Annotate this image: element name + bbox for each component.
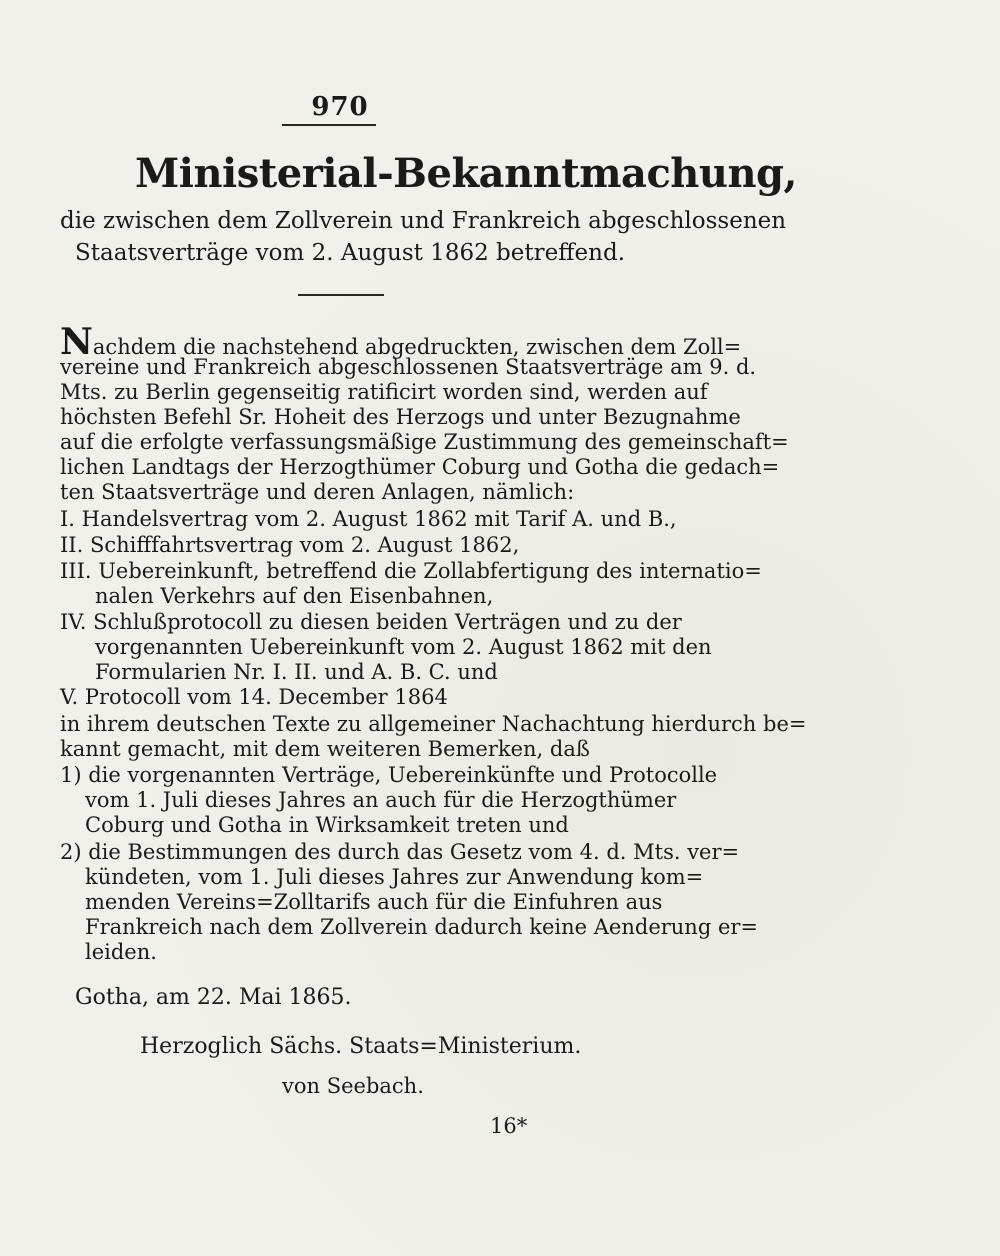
intro-line-4: höchsten Befehl Sr. Hoheit des Herzogs und unter Bezugnahme [60,405,741,429]
sheet-signature-mark: 16* [490,1114,528,1138]
page-number: 970 [311,92,369,122]
date-place: Gotha, am 22. Mai 1865. [75,985,352,1010]
document-title: Ministerial-Bekanntmachung, [135,150,797,197]
remark-1-line-3: Coburg und Gotha in Wirksamkeit treten und [85,813,569,837]
intro-line-1-text: achdem die nachstehend abgedruckten, zwischen dem Zoll= [92,335,742,359]
item-4-line-2: vorgenannten Uebereinkunft vom 2. August 1862 mit den [95,635,712,659]
item-2: II. Schifffahrtsvertrag vom 2. August 1862, [60,533,520,557]
intro-line-6: lichen Landtags der Herzogthümer Coburg und Gotha die gedach= [60,455,780,479]
remark-2-line-3: menden Vereins=Zolltarifs auch für die Einfuhren aus [85,890,663,914]
remark-1-line-1: 1) die vorgenannten Verträge, Uebereinkünfte und Protocolle [60,763,718,787]
remark-2-line-5: leiden. [85,940,157,964]
intro-line-7: ten Staatsverträge und deren Anlagen, nämlich: [60,480,575,504]
intro-line-5: auf die erfolgte verfassungsmäßige Zustimmung des gemeinschaft= [60,430,789,454]
item-4-line-1: IV. Schlußprotocoll zu diesen beiden Verträgen und zu der [60,610,682,634]
item-4-line-3: Formularien Nr. I. II. und A. B. C. und [95,660,498,684]
intro-line-3: Mts. zu Berlin gegenseitig ratificirt worden sind, werden auf [60,380,708,404]
ministry-name: Herzoglich Sächs. Staats=Ministerium. [140,1034,582,1059]
item-5: V. Protocoll vom 14. December 1864 [60,685,448,709]
item-1: I. Handelsvertrag vom 2. August 1862 mit Tarif A. und B., [60,507,677,531]
subtitle-line-1: die zwischen dem Zollverein und Frankreich abgeschlossenen [60,208,787,234]
item-3-line-1: III. Uebereinkunft, betreffend die Zollabfertigung des internatio= [60,559,762,583]
subtitle-line-2: Staatsverträge vom 2. August 1862 betreffend. [74,240,626,266]
middle-line-1: in ihrem deutschen Texte zu allgemeiner Nachachtung hierdurch be= [60,712,807,736]
top-rule [282,124,376,126]
middle-line-2: kannt gemacht, mit dem weiteren Bemerken, daß [60,737,590,761]
intro-line-2: vereine und Frankreich abgeschlossenen Staatsverträge am 9. d. [60,355,757,379]
item-3-line-2: nalen Verkehrs auf den Eisenbahnen, [95,584,494,608]
remark-1-line-2: vom 1. Juli dieses Jahres an auch für die Herzogthümer [85,788,677,812]
separator-rule [298,294,384,296]
remark-2-line-2: kündeten, vom 1. Juli dieses Jahres zur Anwendung kom= [85,865,704,889]
remark-2-line-1: 2) die Bestimmungen des durch das Gesetz vom 4. d. Mts. ver= [60,840,740,864]
remark-2-line-4: Frankreich nach dem Zollverein dadurch keine Aenderung er= [85,915,759,939]
drop-cap: N [60,321,93,363]
signer-name: von Seebach. [282,1074,424,1098]
